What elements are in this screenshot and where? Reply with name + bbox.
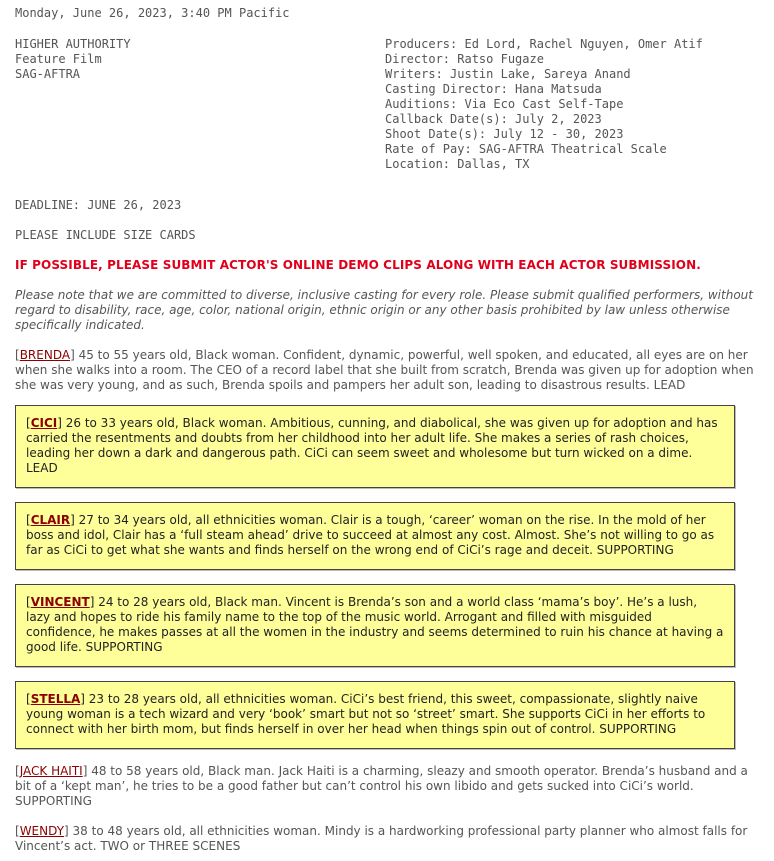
role-clair — [15, 502, 735, 570]
bracket-open: [ — [15, 764, 20, 778]
role-name-link[interactable]: CLAIR — [30, 513, 71, 527]
role-name-link[interactable]: WENDY — [19, 824, 65, 838]
deadline: DEADLINE: JUNE 26, 2023 — [15, 198, 182, 212]
role-wendy — [15, 824, 759, 854]
role-description: 26 to 33 years old, Black woman. Ambitious, cunning, and diabolical, she was given up for adoption and has carried the resentments and doubts from her childhood into her adult life. She makes a series of rash choices, leading her down a dark and dangerous path. CiCi can seem sweet and wholesome but turn wicked on a dime. LEAD — [26, 416, 718, 475]
role-name-link[interactable]: STELLA — [30, 692, 81, 706]
bracket-close: ] — [70, 513, 75, 527]
role-vincent — [15, 584, 735, 667]
producers: Producers: Ed Lord, Rachel Nguyen, Omer Atif — [385, 37, 703, 51]
bracket-close: ] — [82, 764, 88, 778]
auditions: Auditions: Via Eco Cast Self-Tape — [385, 97, 624, 111]
casting-director: Casting Director: Hana Matsuda — [385, 82, 602, 96]
role-name-link[interactable]: VINCENT — [30, 595, 90, 609]
bracket-close: ] — [80, 692, 85, 706]
project-credits — [385, 37, 759, 172]
timestamp: Monday, June 26, 2023, 3:40 PM Pacific — [15, 6, 290, 20]
project-summary — [15, 37, 385, 172]
project-title: HIGHER AUTHORITY — [15, 37, 131, 51]
role-name-link[interactable]: BRENDA — [19, 348, 71, 362]
size-cards-note: PLEASE INCLUDE SIZE CARDS — [15, 228, 196, 242]
rate-of-pay: Rate of Pay: SAG-AFTRA Theatrical Scale — [385, 142, 667, 156]
director: Director: Ratso Fugaze — [385, 52, 544, 66]
project-union: SAG-AFTRA — [15, 67, 81, 81]
bracket-close: ] — [57, 416, 62, 430]
callback-dates: Callback Date(s): July 2, 2023 — [385, 112, 602, 126]
bracket-open: [ — [15, 348, 20, 362]
location: Location: Dallas, TX — [385, 157, 530, 171]
role-brenda — [15, 348, 759, 393]
role-stella — [15, 681, 735, 749]
shoot-dates: Shoot Date(s): July 12 - 30, 2023 — [385, 127, 624, 141]
role-description: 27 to 34 years old, all ethnicities woman. Clair is a tough, ‘career’ woman on the rise. In the mold of her boss and idol, Clair has a ‘full steam ahead’ drive to succeed at almost any cost. Almost. She’s not willing to go as far as CiCi to get what she wants and finds herself on the wrong end of CiCi’s rage and deceit. SUPPORTING — [26, 513, 715, 557]
diversity-note: Please note that we are committed to diverse, inclusive casting for every role. Please submit qualified performers, without regard to disability, race, age, color, national origin, ethnic origin or any other basis prohibited by law unless otherwise specifically indicated. — [15, 288, 753, 332]
role-cici — [15, 405, 735, 488]
bracket-open: [ — [26, 513, 31, 527]
role-name-link[interactable]: CICI — [30, 416, 58, 430]
role-description: 48 to 58 years old, Black man. Jack Haiti is a charming, sleazy and smooth operator. Brenda’s husband and a bit of a ‘kept man’, he tries to be a good father but can’t control his own libido and gets sucked into CiCi’s world. SUPPORTING — [15, 764, 748, 808]
bracket-close: ] — [89, 595, 95, 609]
bracket-close: ] — [64, 824, 69, 838]
role-description: 38 to 48 years old, all ethnicities woman. Mindy is a hardworking professional party planner who almost falls for Vincent’s act. TWO or THREE SCENES — [15, 824, 748, 853]
bracket-open: [ — [26, 692, 31, 706]
role-description: 24 to 28 years old, Black man. Vincent is Brenda’s son and a world class ‘mama’s boy’. He’s a lush, lazy and hopes to ride his family name to the top of the music world. Arrogant and filled with misguided confidence, he makes passes at all the women in the industry and seems determined to ruin his chance at having a good life. SUPPORTING — [26, 595, 724, 654]
project-type: Feature Film — [15, 52, 102, 66]
role-description: 23 to 28 years old, all ethnicities woman. CiCi’s best friend, this sweet, compassionate, slightly naive young woman is a tech wizard and very ‘book’ smart but not so ‘street’ smart. She supports CiCi in her efforts to connect with her birth mom, but finds herself in over her head when things spin out of control. SUPPORTING — [26, 692, 706, 736]
role-description: 45 to 55 years old, Black woman. Confident, dynamic, powerful, well spoken, and educated, all eyes are on her when she walks into a room. The CEO of a record label that she built from scratch, Brenda was given up for adoption when she was very young, and as such, Brenda spoils and pampers her adult son, leading to disastrous results. LEAD — [15, 348, 754, 392]
role-jack-haiti — [15, 764, 759, 809]
bracket-open: [ — [15, 824, 20, 838]
demo-clips-alert: IF POSSIBLE, PLEASE SUBMIT ACTOR'S ONLINE DEMO CLIPS ALONG WITH EACH ACTOR SUBMISSION. — [15, 258, 701, 272]
role-name-link[interactable]: JACK HAITI — [19, 764, 83, 778]
project-info — [15, 37, 759, 172]
bracket-close: ] — [70, 348, 75, 362]
writers: Writers: Justin Lake, Sareya Anand — [385, 67, 631, 81]
bracket-open: [ — [26, 595, 31, 609]
bracket-open: [ — [26, 416, 31, 430]
